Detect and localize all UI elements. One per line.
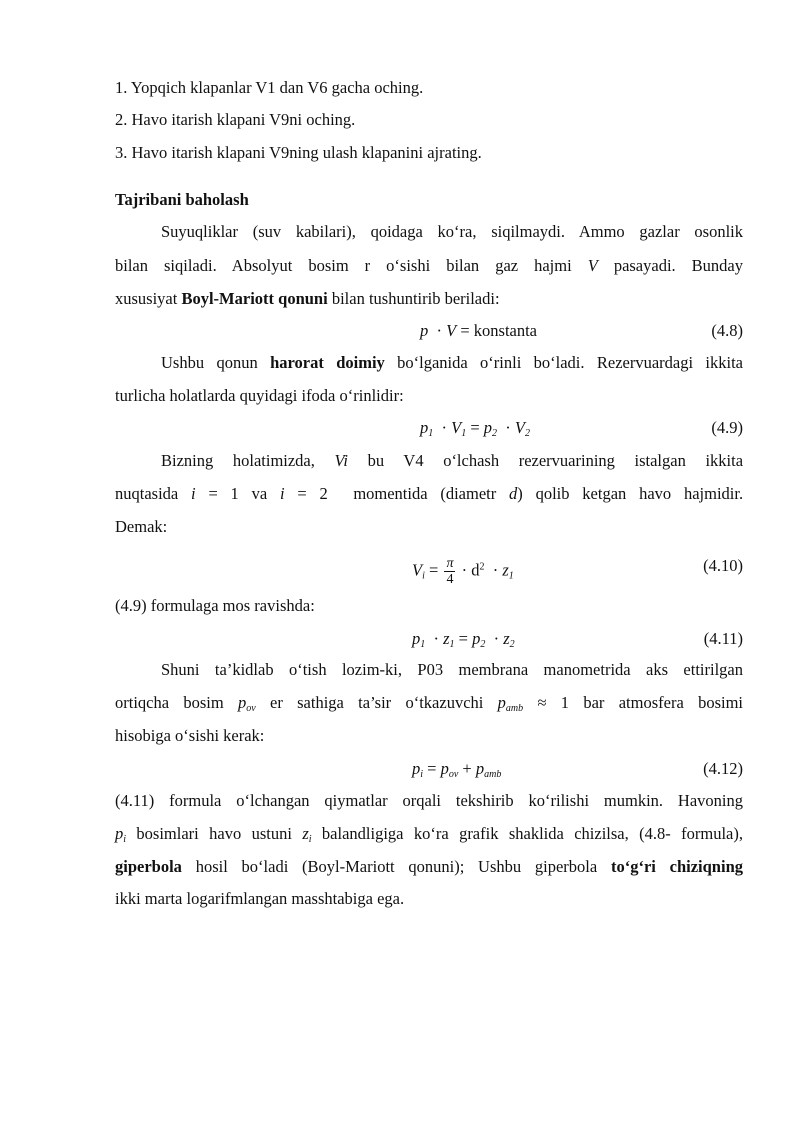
formula-4-9: $p_1 \cdot V_1 = p_2 \cdot V_2$: [420, 418, 530, 439]
paragraph-3-line-3: Demak:: [115, 517, 168, 536]
paragraph-6-line-3: giperbola hosil bo‘ladi (Boyl-Mariott qonuni); Ushbu giperbola to‘g‘ri chiziqning: [115, 857, 743, 876]
step-3: 3. Havo itarish klapani V9ning ulash klapanini ajrating.: [115, 143, 482, 162]
paragraph-5-line-3: hisobiga o‘sishi kerak:: [115, 726, 265, 745]
boyle-mariotte-law-term: Boyl-Mariott qonuni: [181, 289, 328, 308]
paragraph-1-line-3: xususiyat Boyl-Mariott qonuni bilan tushuntirib beriladi:: [115, 289, 500, 308]
section-heading: Tajribani baholash: [115, 190, 249, 209]
formula-4-8: p · V = konstanta: [420, 321, 538, 340]
formula-4-11: $p_1 \cdot z_1 = p_2 \cdot z_2$: [412, 629, 515, 650]
hyperbola-term: giperbola: [115, 857, 182, 876]
equation-number-4-9: (4.9): [711, 418, 743, 437]
formula-4-12: $p_i = p_{ov} + p_{amb}$: [412, 759, 502, 780]
paragraph-1-line-2: bilan siqiladi. Absolyut bosim r o‘sishi bilan gaz hajmi V pasayadi. Bunday: [115, 256, 744, 275]
paragraph-1-line-1: Suyuqliklar (suv kabilari), qoidaga ko‘ra, siqilmaydi. Ammo gazlar osonlik: [161, 222, 743, 241]
formula-4-10: $V_i$ = $\frac{\pi}{4}$ · $d^2 \cdot z_1$: [412, 556, 514, 587]
paragraph-6-line-4: ikki marta logarifmlangan masshtabiga ega.: [115, 889, 405, 908]
equation-number-4-11: (4.11): [703, 629, 743, 648]
equation-number-4-8: (4.8): [711, 321, 743, 340]
paragraph-4: (4.9) formulaga mos ravishda:: [115, 596, 315, 615]
step-2: 2. Havo itarish klapani V9ni oching.: [115, 110, 356, 129]
step-1: 1. Yopqich klapanlar V1 dan V6 gacha oching.: [115, 78, 424, 97]
equation-number-4-10: (4.10): [703, 556, 743, 575]
constant-temperature-term: harorat doimiy: [270, 353, 385, 372]
paragraph-6-line-2: $p_i$ bosimlari havo ustuni $z_i$ balandligiga ko‘ra grafik shaklida chizilsa, (4.8- formula),: [115, 824, 743, 845]
paragraph-3-line-2: nuqtasida i = 1 va i = 2 momentida (diametr d) qolib ketgan havo hajmidir.: [115, 484, 744, 503]
paragraph-5-line-1: Shuni ta’kidlab o‘tish lozim-ki, P03 membrana manometrida aks ettirilgan: [161, 660, 743, 679]
paragraph-2-line-2: turlicha holatlarda quyidagi ifoda o‘rinlidir:: [115, 386, 404, 405]
pi-over-four-fraction: $\frac{\pi}{4}$: [446, 556, 454, 587]
paragraph-6-line-1: (4.11) formula o‘lchangan qiymatlar orqali tekshirib ko‘rilishi mumkin. Havoning: [115, 791, 743, 810]
equation-number-4-12: (4.12): [703, 759, 743, 778]
paragraph-5-line-2: ortiqcha bosim $p_{ov}$ er sathiga ta’sir o‘tkazuvchi $p_{amb} \approx 1$ bar atmosfera bosimi: [115, 693, 744, 714]
paragraph-2-line-1: Ushbu qonun harorat doimiy bo‘lganida o‘rinli bo‘ladi. Rezervuardagi ikkita: [161, 353, 743, 372]
paragraph-3-line-1: Bizning holatimizda, Vi bu V4 o‘lchash rezervuarining istalgan ikkita: [161, 451, 744, 470]
straight-line-term: to‘g‘ri chiziqning: [610, 857, 743, 876]
